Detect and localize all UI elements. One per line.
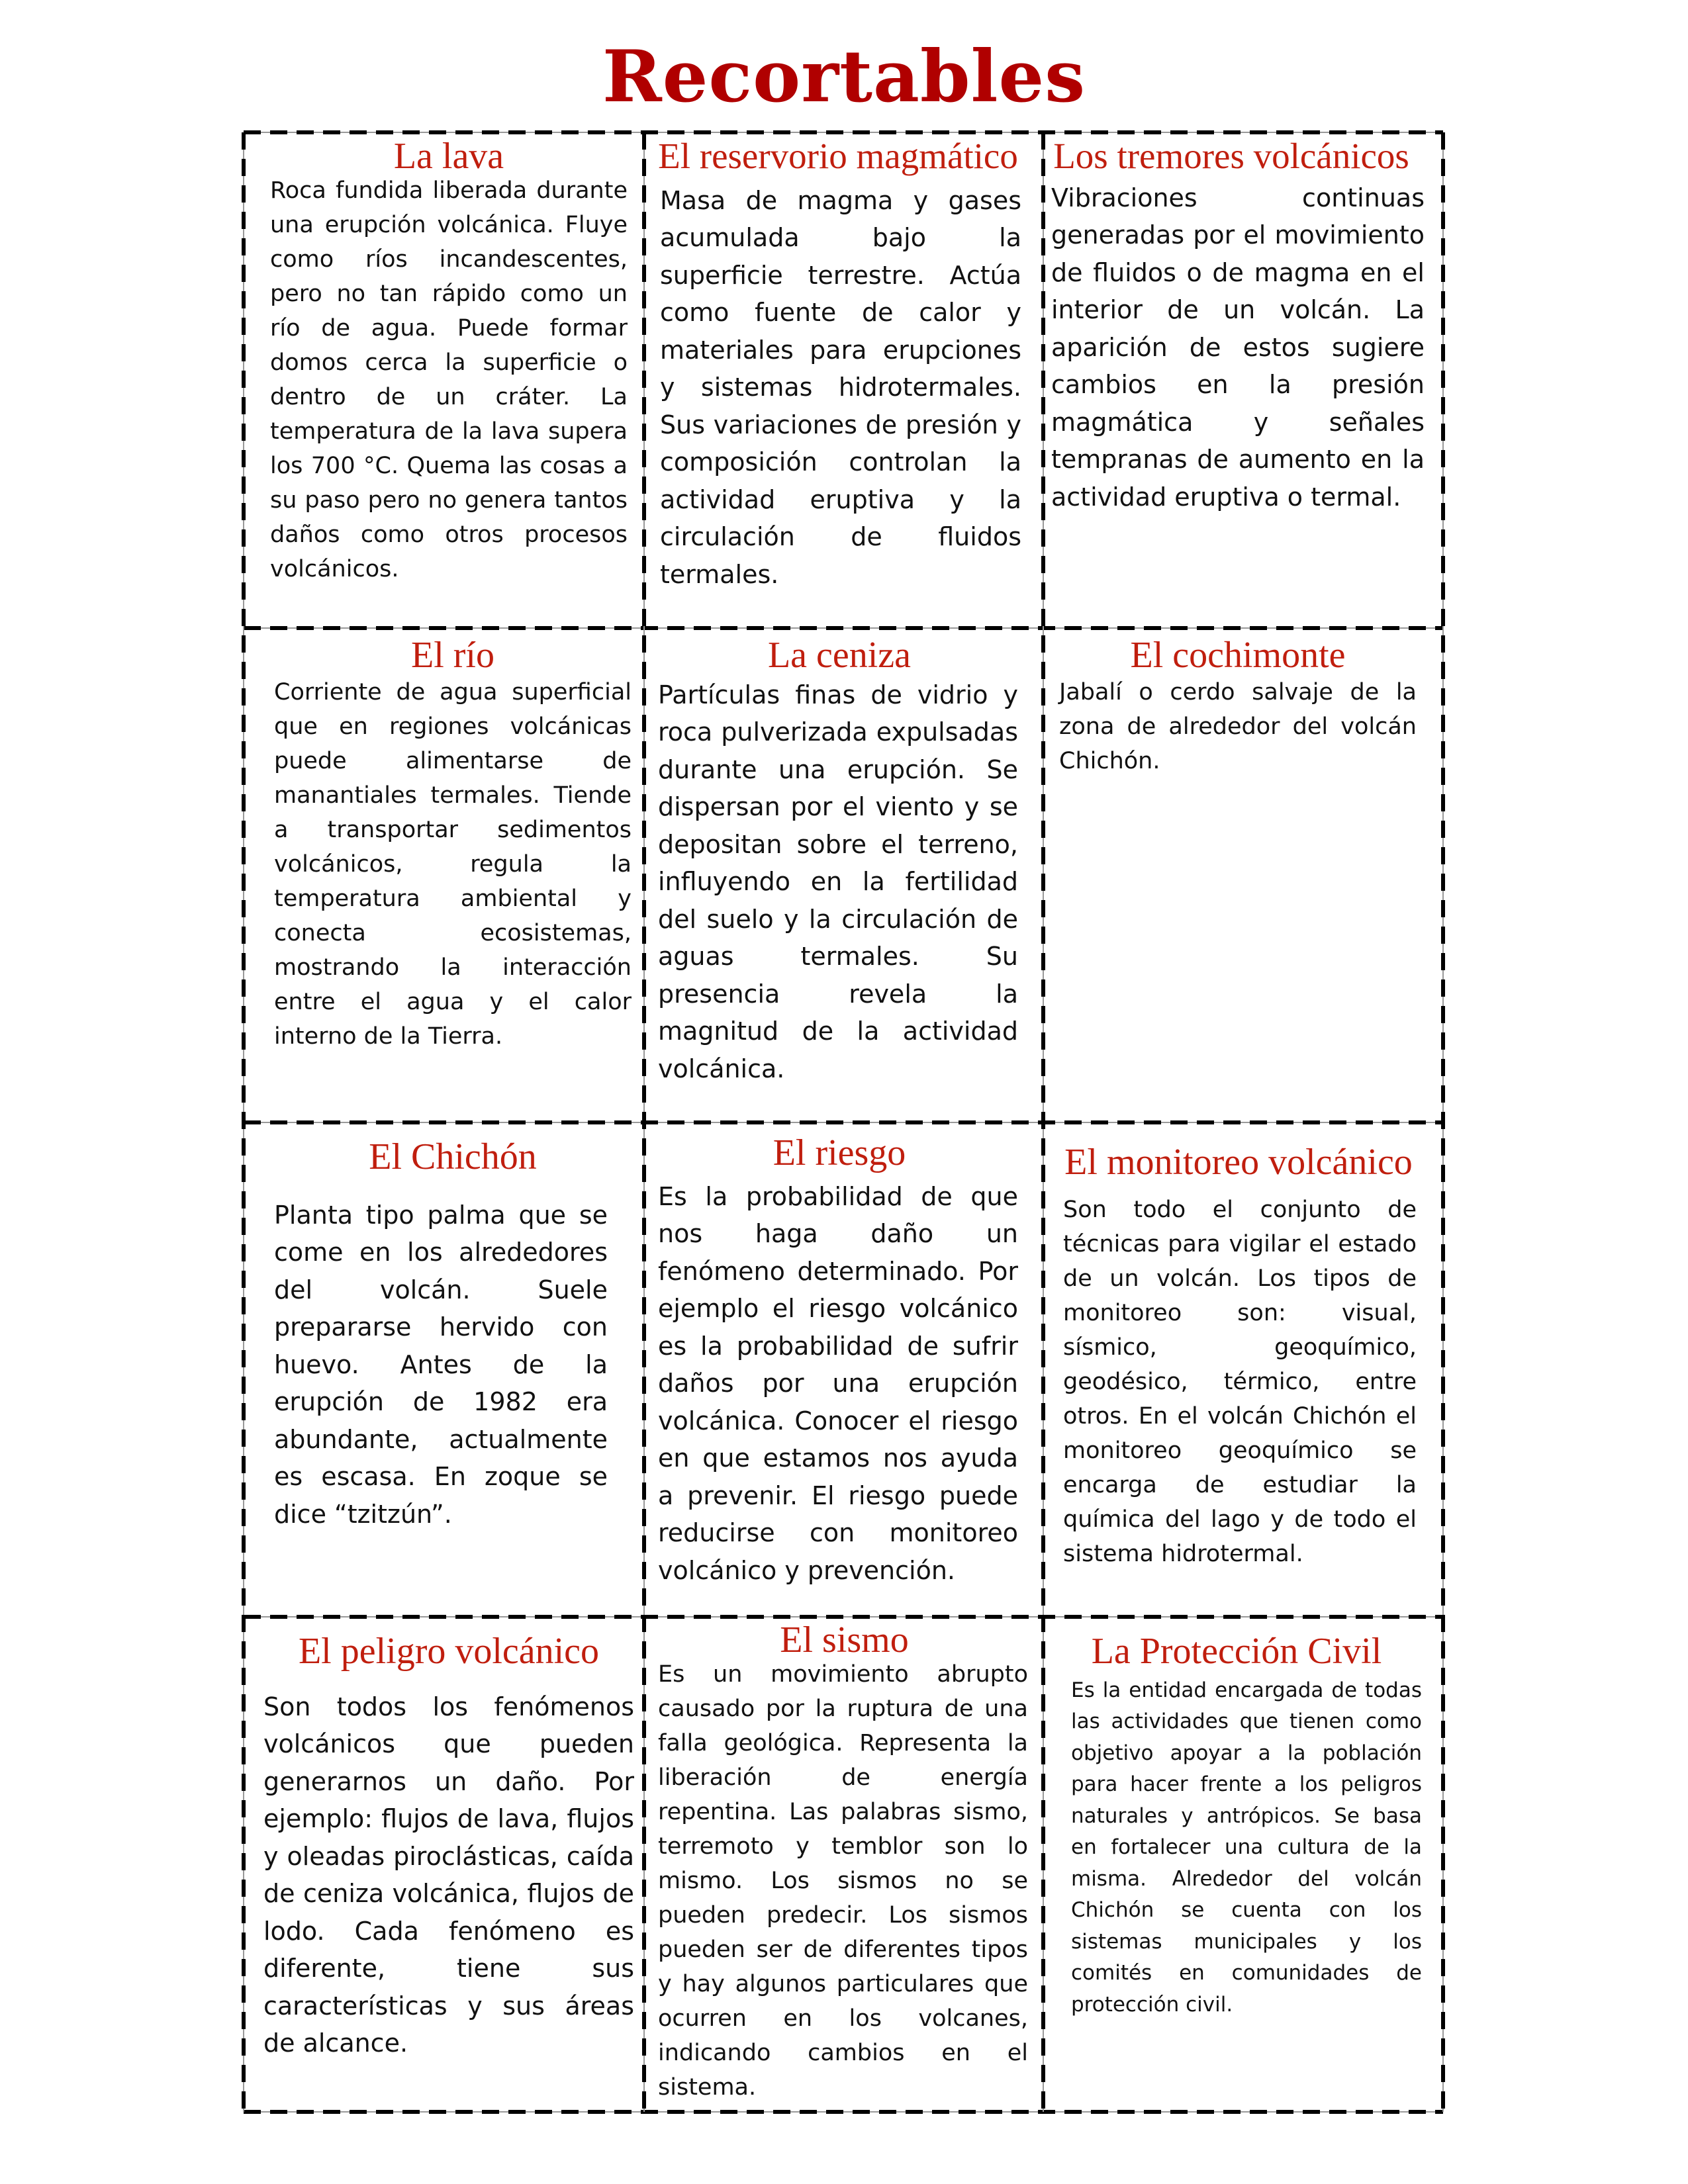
card-heading: El río: [411, 635, 494, 676]
cut-line-left: [242, 132, 246, 2112]
card-la-lava: [270, 136, 628, 626]
page-title: Recortables: [602, 35, 1086, 118]
card-tremores-volcanicos: [1046, 136, 1425, 626]
card-body: Planta tipo palma que se come en los alrededores del volcán. Suele prepararse hervido con huevo. Antes de la erupción de 1982 era abundante, actualmente es escasa. En zoque se dice “tzitzún”.: [274, 1200, 608, 1529]
card-el-sismo: [658, 1619, 1028, 2110]
card-monitoreo-volcanico: [1056, 1142, 1421, 1632]
card-reservorio-magmatico: [649, 136, 1020, 626]
cut-line-col-2: [1041, 132, 1045, 2112]
card-body: Vibraciones continuas generadas por el movimiento de fluidos o de magma en el interior de un volcán. La aparición de estos sugiere cambios en la presión magmática y señales tempranas de aumento en la actividad eruptiva o termal.: [1051, 183, 1425, 512]
cut-line-right: [1441, 132, 1445, 2112]
card-el-rio: [274, 635, 632, 1125]
card-el-cochimonte: [1059, 635, 1417, 1125]
card-la-ceniza: [658, 635, 1018, 1125]
card-body: Partículas finas de vidrio y roca pulverizada expulsadas durante una erupción. Se dispersan por el viento y se depositan sobre el terreno, influyendo en la fertilidad del suelo y la circulación de aguas termales. Su presencia revela la magnitud de la actividad volcánica.: [658, 680, 1018, 1083]
card-body: Jabalí o cerdo salvaje de la zona de alrededor del volcán Chichón.: [1059, 678, 1417, 774]
card-heading: El sismo: [780, 1619, 909, 1661]
card-heading: La Protección Civil: [1091, 1631, 1382, 1672]
card-heading: El cochimonte: [1130, 635, 1346, 676]
card-body: Es la probabilidad de que nos haga daño un fenómeno determinado. Por ejemplo el riesgo volcánico es la probabilidad de sufrir daños por una erupción volcánica. Conocer el riesgo en que estamos nos ayuda a prevenir. El riesgo puede reducirse con monitoreo volcánico y prevención.: [658, 1181, 1018, 1585]
card-body: Es un movimiento abrupto causado por la ruptura de una falla geológica. Representa la liberación de energía repentina. Las palabras sismo, terremoto y temblor son lo mismo. Los sismos no se pueden predecir. Los sismos pueden ser de diferentes tipos y hay algunos particulares que ocurren en los volcanes, indicando cambios en el sistema.: [658, 1661, 1028, 2101]
card-el-chichon: [274, 1137, 632, 1627]
card-proteccion-civil: [1071, 1631, 1429, 2121]
cut-line-row-2: [244, 1120, 1443, 1124]
card-heading: El monitoreo volcánico: [1064, 1142, 1413, 1183]
card-body: Es la entidad encargada de todas las actividades que tienen como objetivo apoyar a la población para hacer frente a los peligros naturales y antrópicos. Se basa en fortalecer una cultura de la misma. Alrededor del volcán Chichón se cuenta con los sistemas municipales y los comités en comunidades de protección civil.: [1071, 1678, 1422, 2017]
cut-line-row-3: [244, 1615, 1443, 1619]
card-body: Masa de magma y gases acumulada bajo la superficie terrestre. Actúa como fuente de calor y materiales para erupciones y sistemas hidrotermales. Sus variaciones de presión y composición controlan la actividad eruptiva y la circulación de fluidos termales.: [660, 185, 1021, 589]
card-heading: El peligro volcánico: [298, 1631, 600, 1672]
card-heading: El Chichón: [369, 1136, 537, 1177]
card-peligro-volcanico: [263, 1631, 634, 2121]
cut-line-row-1: [244, 626, 1443, 630]
card-heading: El reservorio magmático: [658, 136, 1018, 176]
card-heading: El riesgo: [773, 1132, 906, 1173]
card-body: Corriente de agua superficial que en regiones volcánicas puede alimentarse de manantiales termales. Tiende a transportar sedimentos volcánicos, regula la temperatura ambiental y conecta ecosistemas, mostrando la interacción entre el agua y el calor interno de la Tierra.: [274, 678, 632, 1050]
cut-line-bottom: [244, 2110, 1443, 2114]
card-body: Son todos los fenómenos volcánicos que pueden generarnos un daño. Por ejemplo: flujos de lava, flujos y oleadas piroclásticas, caída de ceniza volcánica, flujos de lodo. Cada fenómeno es diferente, tiene sus características y sus áreas de alcance.: [263, 1692, 634, 2058]
card-el-riesgo: [658, 1132, 1018, 1623]
cutout-grid: [244, 132, 1443, 2112]
card-body: Roca fundida liberada durante una erupción volcánica. Fluye como ríos incandescentes, pero no tan rápido como un río de agua. Puede formar domos cerca la superficie o dentro de un cráter. La temperatura de la lava supera los 700 °C. Quema las cosas a su paso pero no genera tantos daños como otros procesos volcánicos.: [270, 177, 628, 582]
card-heading: Los tremores volcánicos: [1053, 136, 1409, 176]
card-heading: La ceniza: [767, 635, 912, 676]
cut-line-top: [244, 130, 1443, 134]
card-heading: La lava: [393, 136, 504, 177]
cut-line-col-1: [642, 132, 646, 2112]
card-body: Son todo el conjunto de técnicas para vigilar el estado de un volcán. Los tipos de monitoreo son: visual, sísmico, geoquímico, geodésico, térmico, entre otros. En el volcán Chichón el monitoreo geoquímico se encarga de estudiar la química del lago y de todo el sistema hidrotermal.: [1063, 1196, 1417, 1567]
